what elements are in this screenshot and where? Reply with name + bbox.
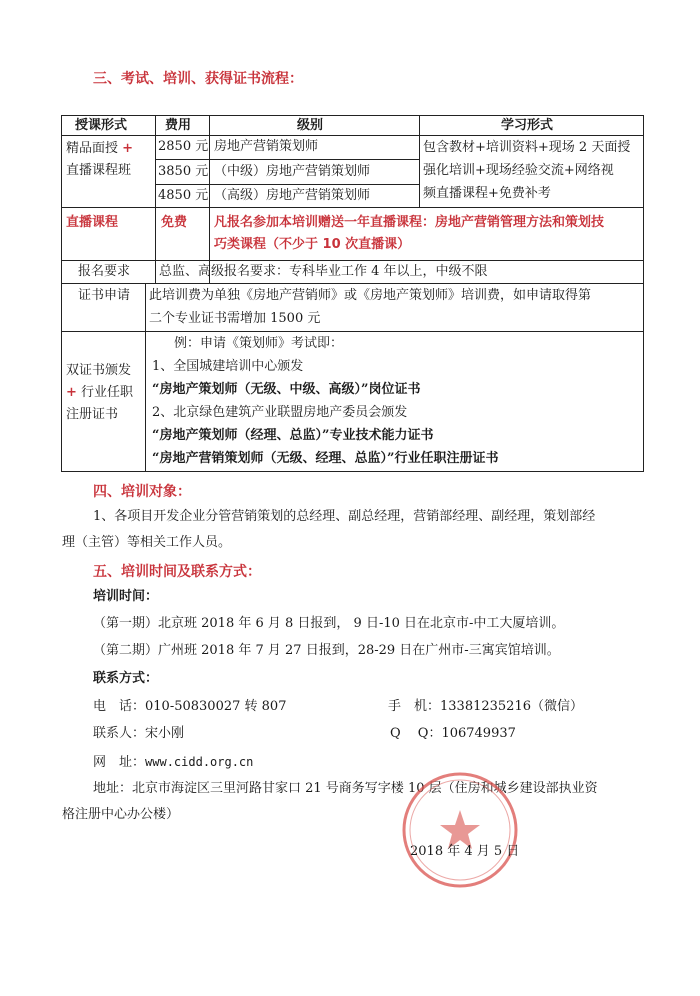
web-value: www.cidd.org.cn bbox=[145, 755, 254, 769]
fee-1: 2850 元 bbox=[158, 139, 209, 154]
live-course-desc-1: 凡报名参加本培训赠送一年直播课程：房地产营销管理方法和策划技 bbox=[214, 215, 605, 230]
official-seal-stamp bbox=[400, 770, 520, 890]
fee-3: 4850 元 bbox=[158, 188, 209, 203]
phone-value: 010-50830027 转 807 bbox=[145, 699, 287, 714]
cert-apply-text-2: 二个专业证书需增加 1500 元 bbox=[149, 311, 321, 326]
row1-mode-line2: 直播课程班 bbox=[66, 163, 132, 178]
qq-row: Q Q：106749937 bbox=[390, 726, 516, 741]
cert-example-3: “房地产策划师（无级、中级、高级）”岗位证书 bbox=[152, 382, 421, 397]
section-4-text-2: 理（主管）等相关工作人员。 bbox=[62, 535, 232, 550]
signup-label: 报名要求 bbox=[78, 264, 131, 279]
mobile-row: 手 机：13381235216（微信） bbox=[388, 699, 583, 714]
document-date: 2018 年 4 月 5 日 bbox=[410, 844, 520, 859]
cert-apply-text-1: 此培训费为单独《房地产营销师》或《房地产策划师》培训费，如申请取得第 bbox=[149, 288, 592, 303]
section-5-title: 五、培训时间及联系方式： bbox=[93, 564, 261, 580]
training-time-label: 培训时间： bbox=[93, 589, 159, 604]
plus-sign: + bbox=[122, 141, 134, 156]
live-course-label: 直播课程 bbox=[66, 215, 119, 230]
section-4-title: 四、培训对象： bbox=[93, 484, 191, 500]
header-level: 级别 bbox=[297, 118, 324, 133]
mobile-value: 13381235216（微信） bbox=[440, 699, 583, 714]
qq-value: 106749937 bbox=[441, 726, 516, 741]
dual-cert-label-1: 双证书颁发 bbox=[66, 363, 132, 378]
phone-row: 电 话：010-50830027 转 807 bbox=[93, 699, 287, 714]
cert-example-2: 1、全国城建培训中心颁发 bbox=[152, 359, 304, 374]
session-2: （第二期）广州班 2018 年 7 月 27 日报到，28-29 日在广州市-三寓宾馆培训。 bbox=[93, 643, 560, 658]
level-1: 房地产营销策划师 bbox=[214, 139, 319, 154]
section-3-title: 三、考试、培训、获得证书流程： bbox=[93, 71, 303, 87]
fee-2: 3850 元 bbox=[158, 164, 209, 179]
address-line-1: 地址：北京市海淀区三里河路甘家口 21 号商务写字楼 10 层（住房和城乡建设部执业资 bbox=[93, 781, 598, 796]
study-line-1: 包含教材+培训资料+现场 2 天面授 bbox=[423, 140, 631, 155]
row1-mode: 精品面授 + bbox=[66, 141, 134, 156]
dual-cert-label-2: + 行业任职 bbox=[66, 385, 134, 400]
address-line-2: 格注册中心办公楼） bbox=[62, 807, 180, 822]
cert-apply-label: 证书申请 bbox=[78, 288, 131, 303]
level-3: （高级）房地产营销策划师 bbox=[214, 188, 371, 203]
live-course-fee: 免费 bbox=[161, 215, 188, 230]
section-4-text-1: 1、各项目开发企业分管营销策划的总经理、副总经理，营销部经理、副经理，策划部经 bbox=[93, 509, 596, 524]
live-course-desc-2: 巧类课程（不少于 10 次直播课） bbox=[214, 237, 411, 252]
study-line-3: 频直播课程+免费补考 bbox=[423, 186, 551, 201]
web-row: 网 址：www.cidd.org.cn bbox=[93, 755, 254, 770]
level-2: （中级）房地产营销策划师 bbox=[214, 164, 371, 179]
cert-example-5: “房地产策划师（经理、总监）”专业技术能力证书 bbox=[152, 428, 434, 443]
session-1: （第一期）北京班 2018 年 6 月 8 日报到， 9 日-10 日在北京市-中工大厦培训。 bbox=[93, 616, 565, 631]
cert-example-6: “房地产营销策划师（无级、经理、总监）”行业任职注册证书 bbox=[152, 451, 499, 466]
contact-label: 联系方式： bbox=[93, 671, 159, 686]
study-line-2: 强化培训+现场经验交流+网络视 bbox=[423, 163, 614, 178]
header-study: 学习形式 bbox=[501, 118, 554, 133]
course-table bbox=[61, 115, 644, 472]
header-mode: 授课形式 bbox=[75, 118, 128, 133]
signup-text: 总监、高级报名要求：专科毕业工作 4 年以上，中级不限 bbox=[159, 264, 488, 279]
person-row: 联系人：宋小刚 bbox=[93, 726, 185, 741]
dual-cert-label-3: 注册证书 bbox=[66, 407, 119, 422]
cert-example-1: 例：申请《策划师》考试即： bbox=[174, 336, 344, 351]
person-value: 宋小刚 bbox=[145, 726, 185, 741]
cert-example-4: 2、北京绿色建筑产业联盟房地产委员会颁发 bbox=[152, 405, 408, 420]
header-fee: 费用 bbox=[165, 118, 192, 133]
